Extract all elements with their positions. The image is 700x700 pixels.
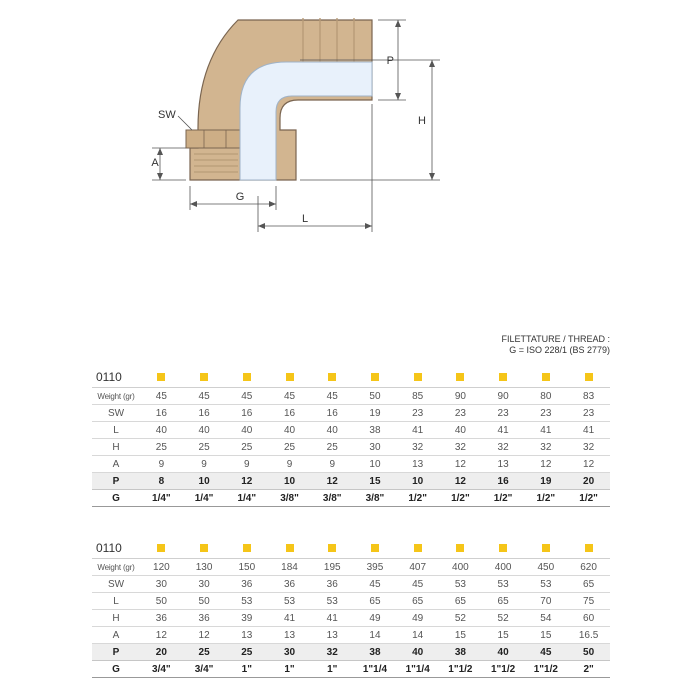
table-cell: 32 <box>567 439 610 456</box>
table-cell: 1/2" <box>396 490 439 507</box>
table-cell: 1/4" <box>140 490 183 507</box>
yellow-square-icon <box>286 544 294 552</box>
table-row <box>92 644 610 661</box>
table-cell: 1/2" <box>482 490 525 507</box>
table-cell: 16 <box>225 405 268 422</box>
yellow-square-icon <box>499 373 507 381</box>
spec-table <box>92 367 610 507</box>
table-cell: 150 <box>225 559 268 576</box>
yellow-square-icon <box>499 544 507 552</box>
row-label: A <box>92 456 140 473</box>
table-cell: 25 <box>140 439 183 456</box>
table-cell: 13 <box>482 456 525 473</box>
table-cell: 36 <box>225 576 268 593</box>
row-label: SW <box>92 405 140 422</box>
table-cell: 54 <box>524 610 567 627</box>
availability-marker <box>354 538 397 559</box>
table-cell: 75 <box>567 593 610 610</box>
table-cell: 3/8" <box>268 490 311 507</box>
table-cell: 41 <box>396 422 439 439</box>
elbow-fitting-drawing <box>0 0 700 300</box>
table-cell: 10 <box>268 473 311 490</box>
table-row <box>92 490 610 507</box>
table-cell: 12 <box>140 627 183 644</box>
table-cell: 50 <box>183 593 226 610</box>
availability-marker <box>183 538 226 559</box>
table-cell: 12 <box>311 473 354 490</box>
table-cell: 12 <box>439 473 482 490</box>
yellow-square-icon <box>414 373 422 381</box>
table-cell: 45 <box>268 388 311 405</box>
yellow-square-icon <box>456 373 464 381</box>
table-cell: 23 <box>396 405 439 422</box>
table-cell: 15 <box>354 473 397 490</box>
table-row <box>92 661 610 678</box>
table-row <box>92 559 610 576</box>
table-cell: 25 <box>183 439 226 456</box>
table-cell: 9 <box>311 456 354 473</box>
table-cell: 32 <box>482 439 525 456</box>
row-label: P <box>92 644 140 661</box>
table-cell: 30 <box>140 576 183 593</box>
table-cell: 16 <box>183 405 226 422</box>
table-cell: 407 <box>396 559 439 576</box>
yellow-square-icon <box>286 373 294 381</box>
yellow-square-icon <box>542 373 550 381</box>
table-cell: 10 <box>354 456 397 473</box>
table-cell: 19 <box>354 405 397 422</box>
table-cell: 400 <box>482 559 525 576</box>
table-cell: 13 <box>396 456 439 473</box>
table-cell: 45 <box>354 576 397 593</box>
table-cell: 32 <box>396 439 439 456</box>
availability-marker <box>225 367 268 388</box>
table-cell: 25 <box>311 439 354 456</box>
availability-marker <box>439 367 482 388</box>
table-cell: 36 <box>311 576 354 593</box>
table-cell: 65 <box>439 593 482 610</box>
table-cell: 65 <box>482 593 525 610</box>
table-cell: 53 <box>482 576 525 593</box>
table-cell: 38 <box>439 644 482 661</box>
table-cell: 25 <box>183 644 226 661</box>
table-cell: 49 <box>396 610 439 627</box>
table-cell: 40 <box>140 422 183 439</box>
table-cell: 52 <box>482 610 525 627</box>
table-cell: 1/4" <box>225 490 268 507</box>
row-label: Weight (gr) <box>92 388 140 405</box>
table-cell: 15 <box>439 627 482 644</box>
table-cell: 3/8" <box>354 490 397 507</box>
table-cell: 40 <box>225 422 268 439</box>
table-cell: 70 <box>524 593 567 610</box>
table-cell: 53 <box>268 593 311 610</box>
table-cell: 36 <box>140 610 183 627</box>
table-cell: 50 <box>140 593 183 610</box>
table-cell: 1"1/2 <box>482 661 525 678</box>
table-cell: 184 <box>268 559 311 576</box>
table-row <box>92 473 610 490</box>
table-cell: 90 <box>482 388 525 405</box>
table-cell: 49 <box>354 610 397 627</box>
table-cell: 85 <box>396 388 439 405</box>
table-row <box>92 388 610 405</box>
dim-label-p: P <box>386 55 394 67</box>
table-cell: 14 <box>354 627 397 644</box>
table-cell: 3/4" <box>140 661 183 678</box>
table-cell: 90 <box>439 388 482 405</box>
thread-note-line1: FILETTATURE / THREAD : <box>501 334 610 344</box>
yellow-square-icon <box>328 373 336 381</box>
yellow-square-icon <box>200 373 208 381</box>
table-cell: 50 <box>354 388 397 405</box>
availability-marker <box>482 367 525 388</box>
table-row <box>92 593 610 610</box>
table-cell: 52 <box>439 610 482 627</box>
dim-label-a: A <box>151 157 159 169</box>
availability-marker <box>311 367 354 388</box>
table-cell: 1"1/2 <box>439 661 482 678</box>
table-cell: 2" <box>567 661 610 678</box>
table-cell: 25 <box>225 439 268 456</box>
table-cell: 12 <box>225 473 268 490</box>
table-cell: 16 <box>311 405 354 422</box>
table-cell: 19 <box>524 473 567 490</box>
table-cell: 16 <box>140 405 183 422</box>
table-cell: 400 <box>439 559 482 576</box>
table-cell: 9 <box>225 456 268 473</box>
table-cell: 60 <box>567 610 610 627</box>
availability-marker <box>482 538 525 559</box>
availability-marker <box>524 367 567 388</box>
table-cell: 1"1/4 <box>354 661 397 678</box>
table-cell: 15 <box>524 627 567 644</box>
spec-table <box>92 538 610 678</box>
yellow-square-icon <box>243 544 251 552</box>
bore-cutaway <box>240 62 372 180</box>
table-cell: 12 <box>567 456 610 473</box>
availability-marker <box>183 367 226 388</box>
availability-marker <box>396 538 439 559</box>
table-cell: 32 <box>439 439 482 456</box>
table-row <box>92 627 610 644</box>
yellow-square-icon <box>157 373 165 381</box>
table-cell: 620 <box>567 559 610 576</box>
availability-marker <box>268 538 311 559</box>
table-cell: 41 <box>482 422 525 439</box>
yellow-square-icon <box>456 544 464 552</box>
table-cell: 45 <box>140 388 183 405</box>
table-cell: 13 <box>311 627 354 644</box>
table-cell: 40 <box>268 422 311 439</box>
table-cell: 13 <box>225 627 268 644</box>
yellow-square-icon <box>328 544 336 552</box>
table-cell: 53 <box>225 593 268 610</box>
availability-marker <box>225 538 268 559</box>
table-cell: 1"1/2 <box>524 661 567 678</box>
table-cell: 30 <box>354 439 397 456</box>
dim-label-sw: SW <box>158 109 176 121</box>
yellow-square-icon <box>157 544 165 552</box>
table-cell: 14 <box>396 627 439 644</box>
availability-marker <box>268 367 311 388</box>
table-cell: 10 <box>183 473 226 490</box>
table-cell: 40 <box>482 644 525 661</box>
table-cell: 32 <box>524 439 567 456</box>
yellow-square-icon <box>200 544 208 552</box>
table-row <box>92 405 610 422</box>
table-cell: 80 <box>524 388 567 405</box>
table-cell: 395 <box>354 559 397 576</box>
table-cell: 36 <box>183 610 226 627</box>
row-label: G <box>92 490 140 507</box>
table-cell: 25 <box>225 644 268 661</box>
table-cell: 8 <box>140 473 183 490</box>
table-cell: 38 <box>354 422 397 439</box>
table-cell: 1/2" <box>567 490 610 507</box>
table-row <box>92 439 610 456</box>
table-cell: 41 <box>311 610 354 627</box>
dim-label-l: L <box>301 213 309 225</box>
table-cell: 3/8" <box>311 490 354 507</box>
table-cell: 1" <box>311 661 354 678</box>
elbow-body <box>186 18 372 180</box>
table-cell: 40 <box>396 644 439 661</box>
availability-marker <box>354 367 397 388</box>
table-cell: 120 <box>140 559 183 576</box>
yellow-square-icon <box>371 544 379 552</box>
table-cell: 41 <box>567 422 610 439</box>
table-cell: 13 <box>268 627 311 644</box>
table-cell: 30 <box>268 644 311 661</box>
table-cell: 45 <box>524 644 567 661</box>
table-cell: 65 <box>567 576 610 593</box>
row-label: H <box>92 439 140 456</box>
table-cell: 65 <box>396 593 439 610</box>
table-cell: 30 <box>183 576 226 593</box>
table-cell: 1"1/4 <box>396 661 439 678</box>
row-label: L <box>92 593 140 610</box>
availability-marker <box>439 538 482 559</box>
availability-marker <box>140 367 183 388</box>
table-cell: 195 <box>311 559 354 576</box>
table-cell: 23 <box>482 405 525 422</box>
table-cell: 16 <box>268 405 311 422</box>
product-code: 0110 <box>92 367 140 388</box>
table-cell: 16 <box>482 473 525 490</box>
row-label: Weight (gr) <box>92 559 140 576</box>
table-cell: 15 <box>482 627 525 644</box>
table-cell: 65 <box>354 593 397 610</box>
availability-marker <box>311 538 354 559</box>
table-cell: 25 <box>268 439 311 456</box>
table-cell: 130 <box>183 559 226 576</box>
table-cell: 450 <box>524 559 567 576</box>
table-cell: 40 <box>183 422 226 439</box>
yellow-square-icon <box>585 373 593 381</box>
dim-label-g: G <box>235 191 245 203</box>
yellow-square-icon <box>371 373 379 381</box>
table-cell: 41 <box>524 422 567 439</box>
table-cell: 83 <box>567 388 610 405</box>
table-cell: 39 <box>225 610 268 627</box>
table-cell: 1" <box>225 661 268 678</box>
availability-marker <box>567 367 610 388</box>
table-cell: 45 <box>396 576 439 593</box>
table-cell: 1/2" <box>524 490 567 507</box>
table-cell: 12 <box>439 456 482 473</box>
yellow-square-icon <box>414 544 422 552</box>
table-row <box>92 576 610 593</box>
table-row <box>92 456 610 473</box>
product-code: 0110 <box>92 538 140 559</box>
availability-marker <box>396 367 439 388</box>
table-cell: 45 <box>183 388 226 405</box>
table-row <box>92 610 610 627</box>
table-cell: 1" <box>268 661 311 678</box>
row-label: L <box>92 422 140 439</box>
yellow-square-icon <box>585 544 593 552</box>
table-header-row <box>92 538 610 559</box>
table-cell: 23 <box>567 405 610 422</box>
table-cell: 10 <box>396 473 439 490</box>
row-label: G <box>92 661 140 678</box>
table-cell: 40 <box>439 422 482 439</box>
row-label: H <box>92 610 140 627</box>
thread-standard-note <box>501 334 610 356</box>
table-header-row <box>92 367 610 388</box>
table-cell: 9 <box>268 456 311 473</box>
table-cell: 1/2" <box>439 490 482 507</box>
table-cell: 45 <box>311 388 354 405</box>
table-row <box>92 422 610 439</box>
table-cell: 9 <box>140 456 183 473</box>
table-cell: 50 <box>567 644 610 661</box>
table-cell: 9 <box>183 456 226 473</box>
table-cell: 23 <box>439 405 482 422</box>
table-cell: 53 <box>439 576 482 593</box>
table-cell: 3/4" <box>183 661 226 678</box>
row-label: A <box>92 627 140 644</box>
table-cell: 12 <box>183 627 226 644</box>
table-cell: 23 <box>524 405 567 422</box>
availability-marker <box>140 538 183 559</box>
availability-marker <box>567 538 610 559</box>
table-cell: 45 <box>225 388 268 405</box>
row-label: P <box>92 473 140 490</box>
table-cell: 32 <box>311 644 354 661</box>
table-cell: 1/4" <box>183 490 226 507</box>
table-cell: 12 <box>524 456 567 473</box>
dim-label-h: H <box>418 115 426 127</box>
availability-marker <box>524 538 567 559</box>
yellow-square-icon <box>243 373 251 381</box>
table-cell: 53 <box>524 576 567 593</box>
table-cell: 40 <box>311 422 354 439</box>
row-label: SW <box>92 576 140 593</box>
table-cell: 36 <box>268 576 311 593</box>
table-cell: 53 <box>311 593 354 610</box>
table-cell: 20 <box>140 644 183 661</box>
table-cell: 41 <box>268 610 311 627</box>
table-cell: 16.5 <box>567 627 610 644</box>
thread-note-line2: G = ISO 228/1 (BS 2779) <box>509 345 610 355</box>
table-cell: 38 <box>354 644 397 661</box>
table-cell: 20 <box>567 473 610 490</box>
yellow-square-icon <box>542 544 550 552</box>
